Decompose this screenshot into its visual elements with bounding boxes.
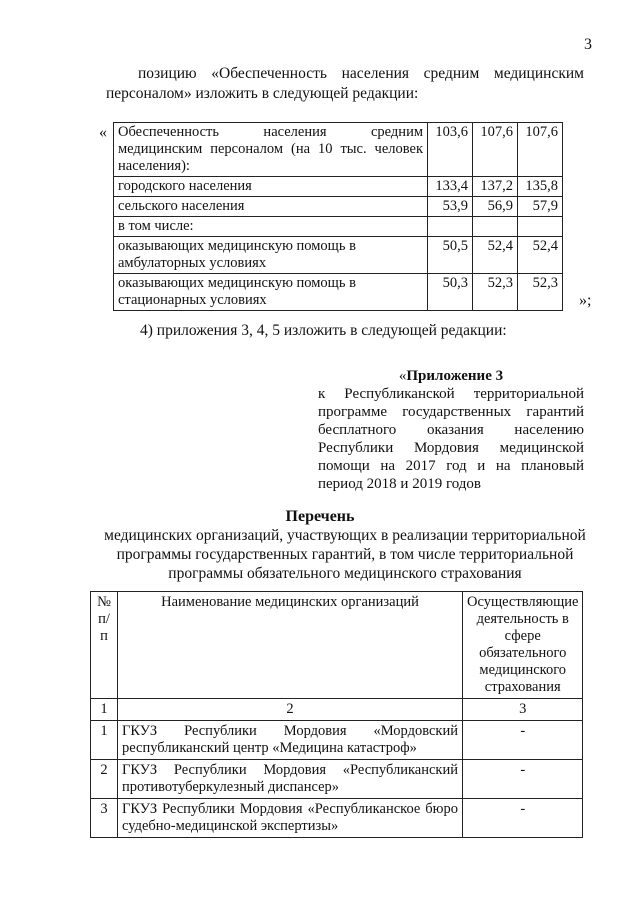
indicator-value: 56,9 [473,197,518,217]
table-row [114,197,563,217]
appendix-title [318,367,584,385]
indicator-value: 50,3 [428,274,473,311]
organization-name: ГКУЗ Республики Мордовия «Мордовский республиканский центр «Медицина катастроф» [118,721,463,760]
column-number-row [91,699,583,721]
table-row [114,237,563,274]
row-number: 2 [91,760,118,799]
indicator-value: 133,4 [428,177,473,197]
table-row [91,799,583,838]
indicator-table [113,122,563,311]
header-oms: Осуществляющие деятельность в сфере обязательного медицинского страхования [463,592,583,699]
table-row [114,123,563,177]
table-row [114,177,563,197]
intro-word: средним [423,65,480,82]
indicator-value: 103,6 [428,123,473,177]
table-row [114,274,563,311]
indicator-value [428,217,473,237]
indicator-label: Обеспеченность населения средним медицинским персоналом (на 10 тыс. человек населения): [114,123,428,177]
column-number: 2 [118,699,463,721]
intro-line-2: персоналом» изложить в следующей редакции: [106,85,419,102]
column-number: 1 [91,699,118,721]
header-name: Наименование медицинских организаций [118,592,463,699]
table-row [91,721,583,760]
indicator-value: 50,5 [428,237,473,274]
header-number: № п/п [91,592,118,699]
table-row [91,760,583,799]
oms-flag: - [463,760,583,799]
table-row [114,217,563,237]
organization-name: ГКУЗ Республики Мордовия «Республиканское бюро судебно-медицинской экспертизы» [118,799,463,838]
row-number: 3 [91,799,118,838]
oms-flag: - [463,799,583,838]
intro-word: населения [341,65,410,82]
appendix-text: к Республиканской территориальной программе государственных гарантий бесплатного оказания населению Республики Мордовия медицинской помощи на 2017 год и на плановый период 2018 и 2019 годов [318,386,584,492]
indicator-value: 52,3 [518,274,563,311]
indicator-value: 52,4 [518,237,563,274]
list-subtitle: медицинских организаций, участвующих в реализации территориальной программы государственных гарантий, в том числе территориальной программы обязательного медицинского страхования [104,527,586,582]
list-title: Перечень [285,508,355,525]
intro-paragraph [106,64,584,104]
indicator-label: сельского населения [114,197,428,217]
page-number: 3 [584,36,592,53]
item-4-text: 4) приложения 3, 4, 5 изложить в следующей редакции: [140,322,507,339]
oms-flag: - [463,721,583,760]
indicator-value: 53,9 [428,197,473,217]
indicator-label: городского населения [114,177,428,197]
intro-line-1 [114,64,584,84]
quote-open: « [99,124,107,141]
column-number: 3 [463,699,583,721]
appendix-title-text: Приложение 3 [406,368,504,384]
appendix-quote: « [398,368,407,384]
intro-word: медицинским [493,65,584,82]
intro-word: позицию [138,65,197,82]
row-number: 1 [91,721,118,760]
indicator-value: 52,4 [473,237,518,274]
indicator-label: оказывающих медицинскую помощь в стационарных условиях [114,274,428,311]
indicator-label: в том числе: [114,217,428,237]
indicator-value: 52,3 [473,274,518,311]
indicator-label: оказывающих медицинскую помощь в амбулаторных условиях [114,237,428,274]
indicator-value: 107,6 [473,123,518,177]
table-header-row [91,592,583,699]
indicator-value [473,217,518,237]
appendix-block [318,367,584,493]
intro-word: «Обеспеченность [211,65,327,82]
indicator-value: 57,9 [518,197,563,217]
organization-name: ГКУЗ Республики Мордовия «Республиканский противотуберкулезный диспансер» [118,760,463,799]
indicator-value: 107,6 [518,123,563,177]
indicator-value [518,217,563,237]
quote-close: »; [579,292,592,309]
indicator-value: 135,8 [518,177,563,197]
organizations-table [90,591,583,838]
indicator-value: 137,2 [473,177,518,197]
